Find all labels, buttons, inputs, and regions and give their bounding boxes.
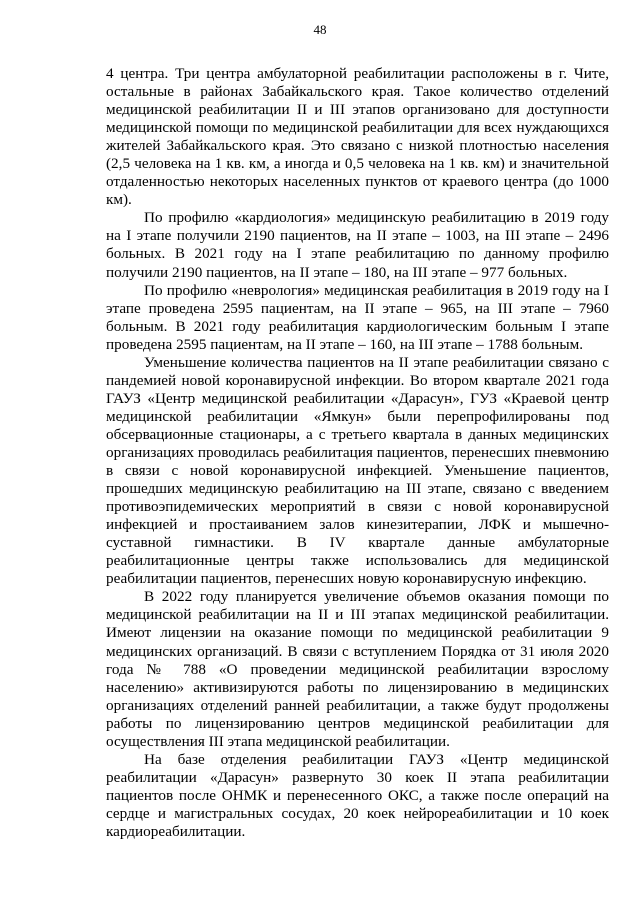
paragraph-neurology-profile: По профилю «неврология» медицинская реабилитация в 2019 году на I этапе проведена 2595 пациентам, на II этапе – 965, на III этапе – 7960 больным. В 2021 году реабилитация кардиологическим больным I этапе проведена 2595 пациентам, на II этапе – 160, на III этапе – 1788 больным. bbox=[106, 281, 609, 353]
paragraph-cardiology-profile: По профилю «кардиология» медицинскую реабилитацию в 2019 году на I этапе получили 2190 пациентов, на II этапе – 1003, на III этапе – 2496 больных. В 2021 году на I этапе реабилитацию по данному профилю получили 2190 пациентов, на II этапе – 180, на III этапе – 977 больных. bbox=[106, 209, 609, 281]
page-number: 48 bbox=[313, 22, 327, 37]
paragraph-continuation: 4 центра. Три центра амбулаторной реабилитации расположены в г. Чите, остальные в районах Забайкальского края. Такое количество отделений медицинской реабилитации II и III этапов организовано для доступности медицинской помощи по медицинской реабилитации для всех нуждающихся жителей Забайкальского края. Это связано с низкой плотностью населения (2,5 человека на 1 кв. км, а иногда и 0,5 человека на 1 кв. км) и значительной отдаленностью некоторых населенных пунктов от краевого центра (до 1000 км). bbox=[106, 65, 609, 209]
document-body bbox=[106, 65, 609, 841]
paragraph-2022-plans: В 2022 году планируется увеличение объемов оказания помощи по медицинской реабилитации на II и III этапах медицинской реабилитации. Имеют лицензии на оказание помощи по медицинской реабилитации 9 медицинских организаций. В связи с вступлением Порядка от 31 июля 2020 года № 788 «О проведении медицинской реабилитации взрослому населению» активизируются работы по лицензированию в медицинских организациях отделений ранней реабилитации, а также будут продолжены работы по лицензированию центров медицинской реабилитации для осуществления III этапа медицинской реабилитации. bbox=[106, 588, 609, 750]
paragraph-patient-decrease: Уменьшение количества пациентов на II этапе реабилитации связано с пандемией новой коронавирусной инфекции. Во втором квартале 2021 года ГАУЗ «Центр медицинской реабилитации «Дарасун», ГУЗ «Краевой центр медицинской реабилитации «Ямкун» были перепрофилированы под обсервационные стационары, а с третьего квартала в данных медицинских организациях проводилась реабилитация пациентов, перенесших пневмонию в связи с новой коронавирусной инфекцией. Уменьшение пациентов, прошедших медицинскую реабилитацию на III этапе, связано с введением противоэпидемических мероприятий в связи с новой коронавирусной инфекцией и простаиванием залов кинезитерапии, ЛФК и мышечно-суставной гимнастики. В IV квартале данные амбулаторные реабилитационные центры также использовались для медицинской реабилитации пациентов, перенесших новую коронавирусную инфекцию. bbox=[106, 353, 609, 588]
paragraph-darasun-center: На базе отделения реабилитации ГАУЗ «Центр медицинской реабилитации «Дарасун» развернуто 30 коек II этапа реабилитации пациентов после ОНМК и перенесенного ОКС, а также после операций на сердце и магистральных сосудах, 20 коек нейрореабилитации и 10 коек кардиореабилитации. bbox=[106, 750, 609, 840]
